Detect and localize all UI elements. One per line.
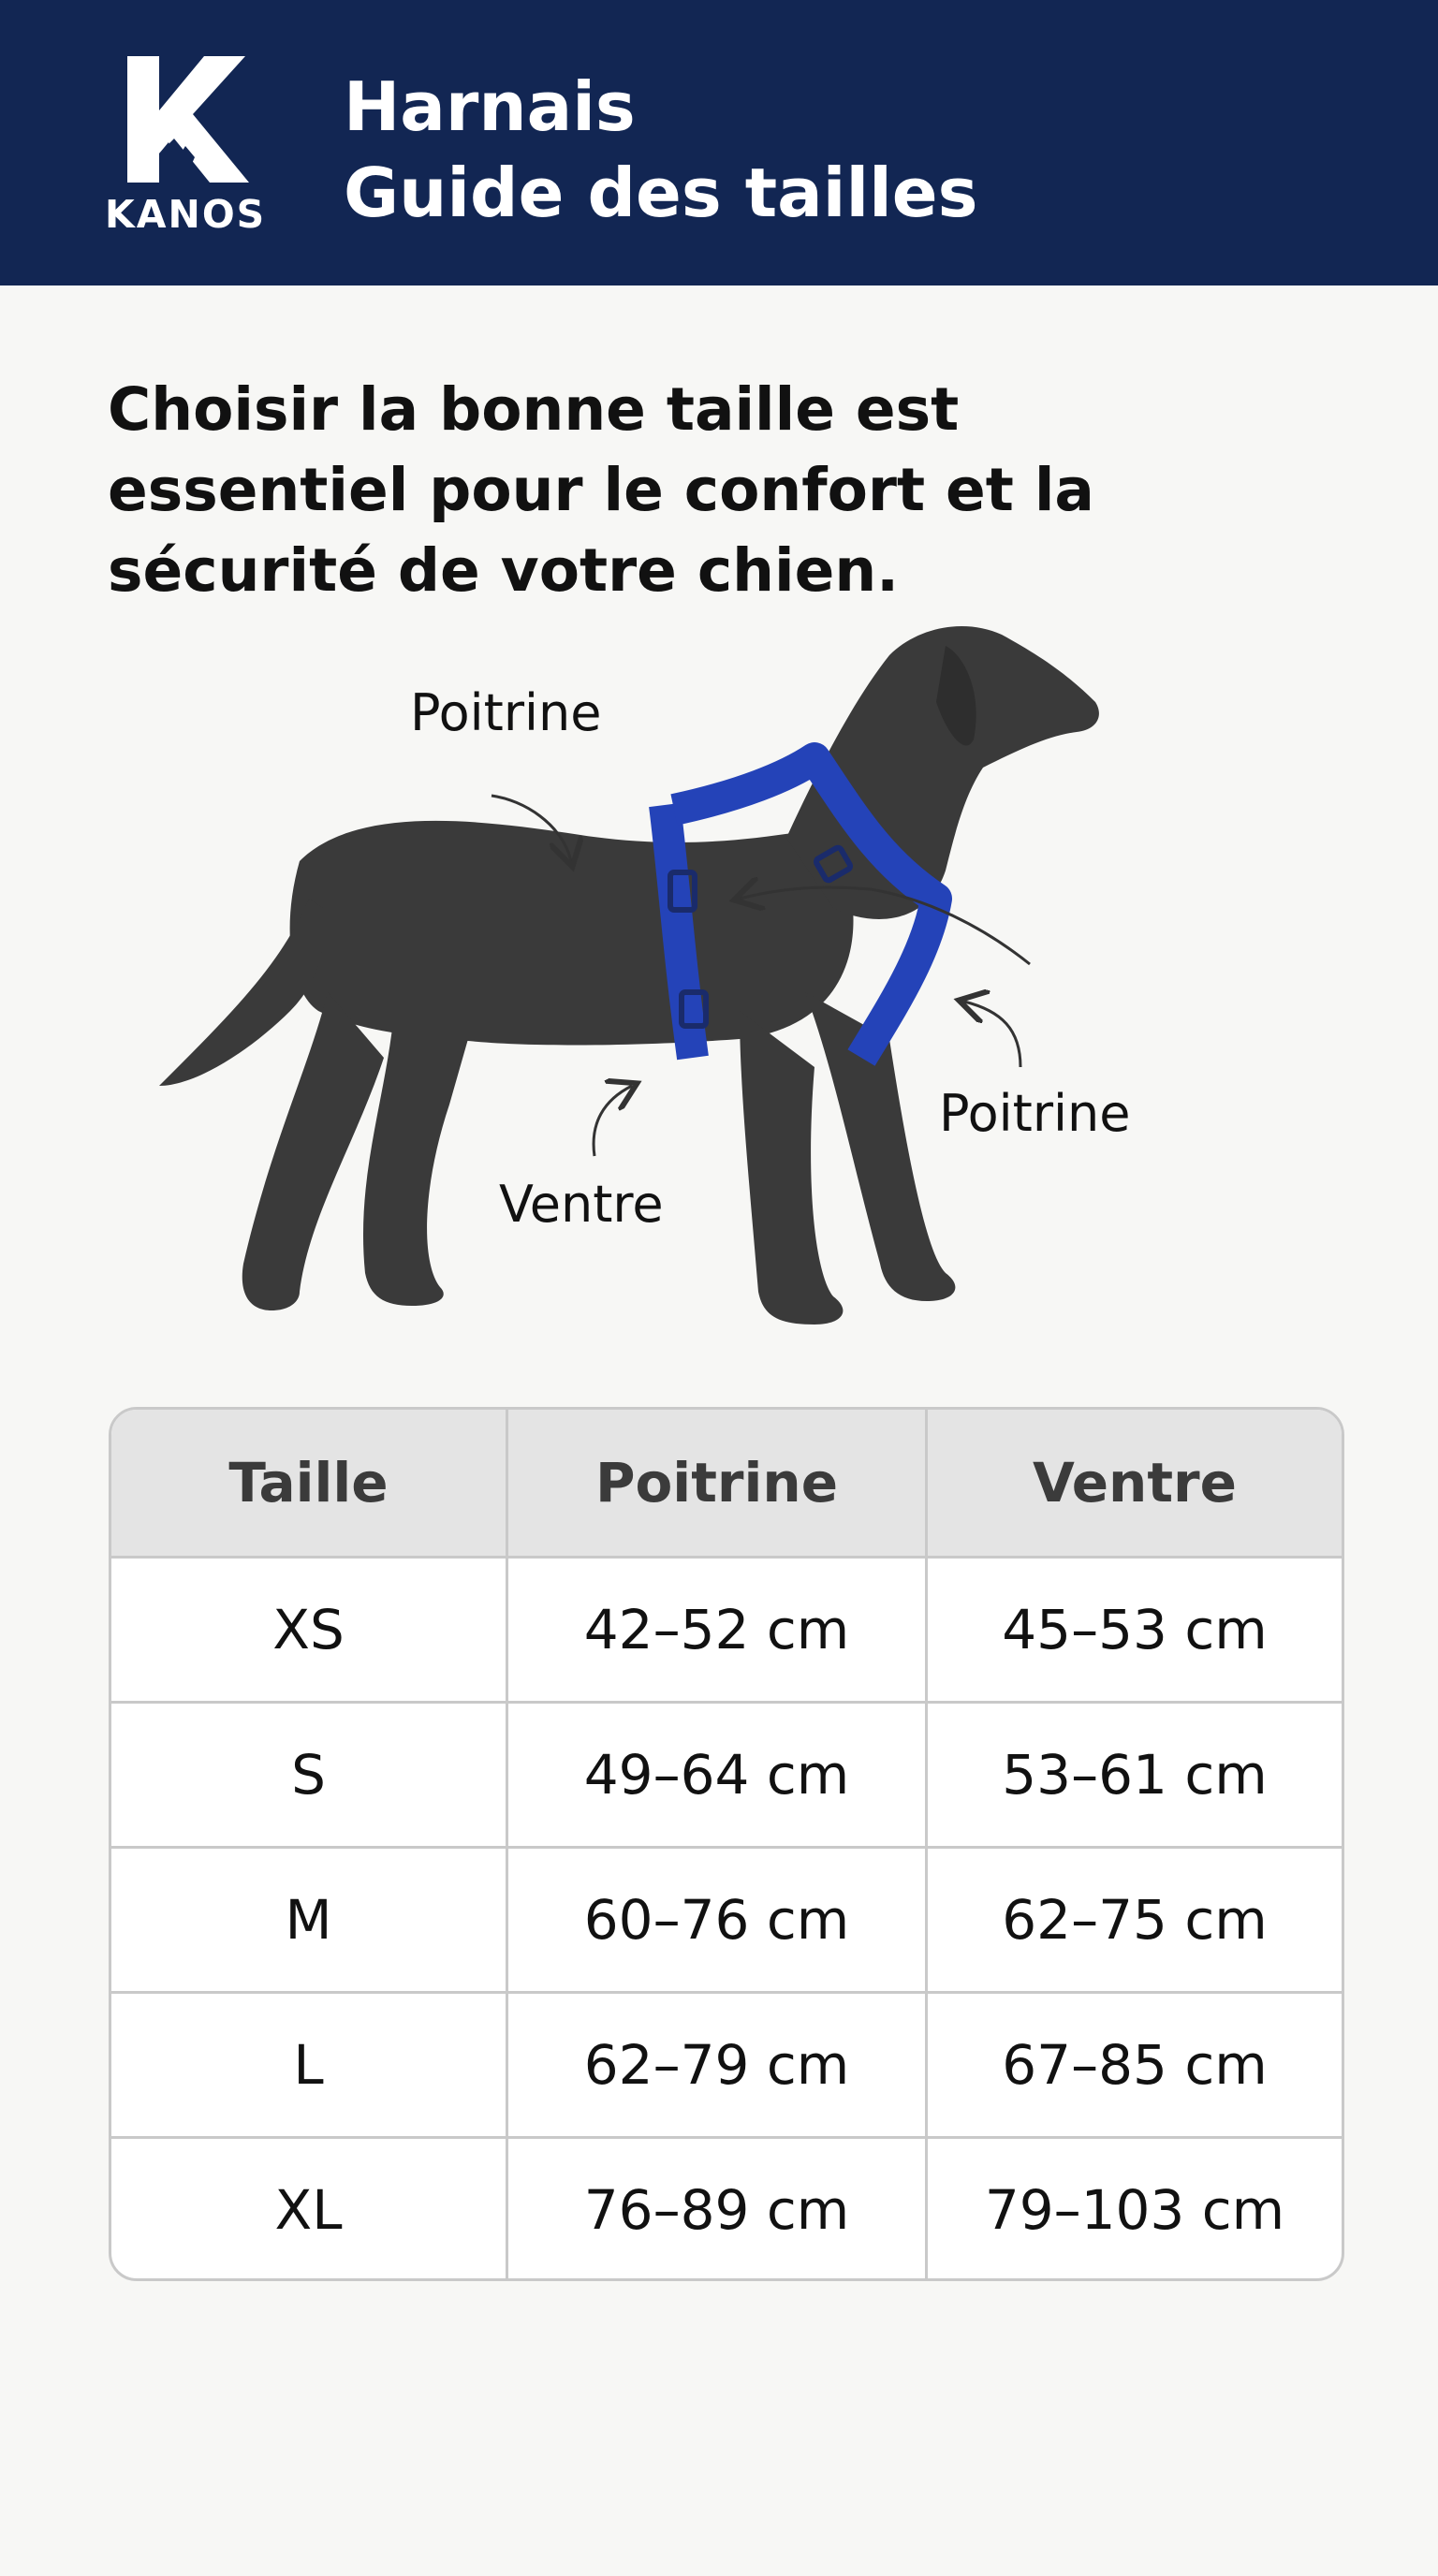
kanos-logo-icon [127, 56, 249, 183]
size-cell: XS [272, 1598, 345, 1661]
table-row [111, 1846, 1342, 1991]
brand-name: KANOS [105, 192, 267, 237]
chest-cell: 42–52 cm [506, 1559, 925, 1701]
title-line-1: Harnais [344, 67, 636, 146]
belly-cell: 53–61 cm [925, 1704, 1342, 1846]
intro-text: Choisir la bonne taille est essentiel pour le confort et la sécurité de votre chien. [108, 375, 1094, 605]
belly-cell: 67–85 cm [925, 1994, 1342, 2136]
size-cell: M [285, 1888, 332, 1952]
column-header-belly: Ventre [925, 1410, 1342, 1556]
table-header-row [111, 1410, 1342, 1556]
chest-cell: 49–64 cm [506, 1704, 925, 1846]
table-row [111, 1991, 1342, 2136]
table-row [111, 1556, 1342, 1701]
header-banner [0, 0, 1438, 285]
chest-label-right: Poitrine [939, 1084, 1131, 1143]
belly-cell: 45–53 cm [925, 1559, 1342, 1701]
belly-cell: 79–103 cm [925, 2139, 1342, 2281]
chest-cell: 76–89 cm [506, 2139, 925, 2281]
table-row [111, 2136, 1342, 2281]
dog-harness-illustration [140, 618, 1170, 1348]
chest-cell: 60–76 cm [506, 1849, 925, 1991]
chest-cell: 62–79 cm [506, 1994, 925, 2136]
size-cell: S [291, 1743, 326, 1807]
size-cell: XL [274, 2178, 343, 2242]
belly-cell: 62–75 cm [925, 1849, 1342, 1991]
column-header-size: Taille [228, 1451, 389, 1515]
page-title [344, 64, 978, 236]
size-cell: L [293, 2033, 324, 2097]
belly-label: Ventre [499, 1175, 664, 1234]
column-header-chest: Poitrine [506, 1410, 925, 1556]
table-row [111, 1701, 1342, 1846]
chest-label-top: Poitrine [410, 683, 602, 742]
title-line-2: Guide des tailles [344, 154, 978, 232]
size-table [109, 1407, 1344, 2281]
